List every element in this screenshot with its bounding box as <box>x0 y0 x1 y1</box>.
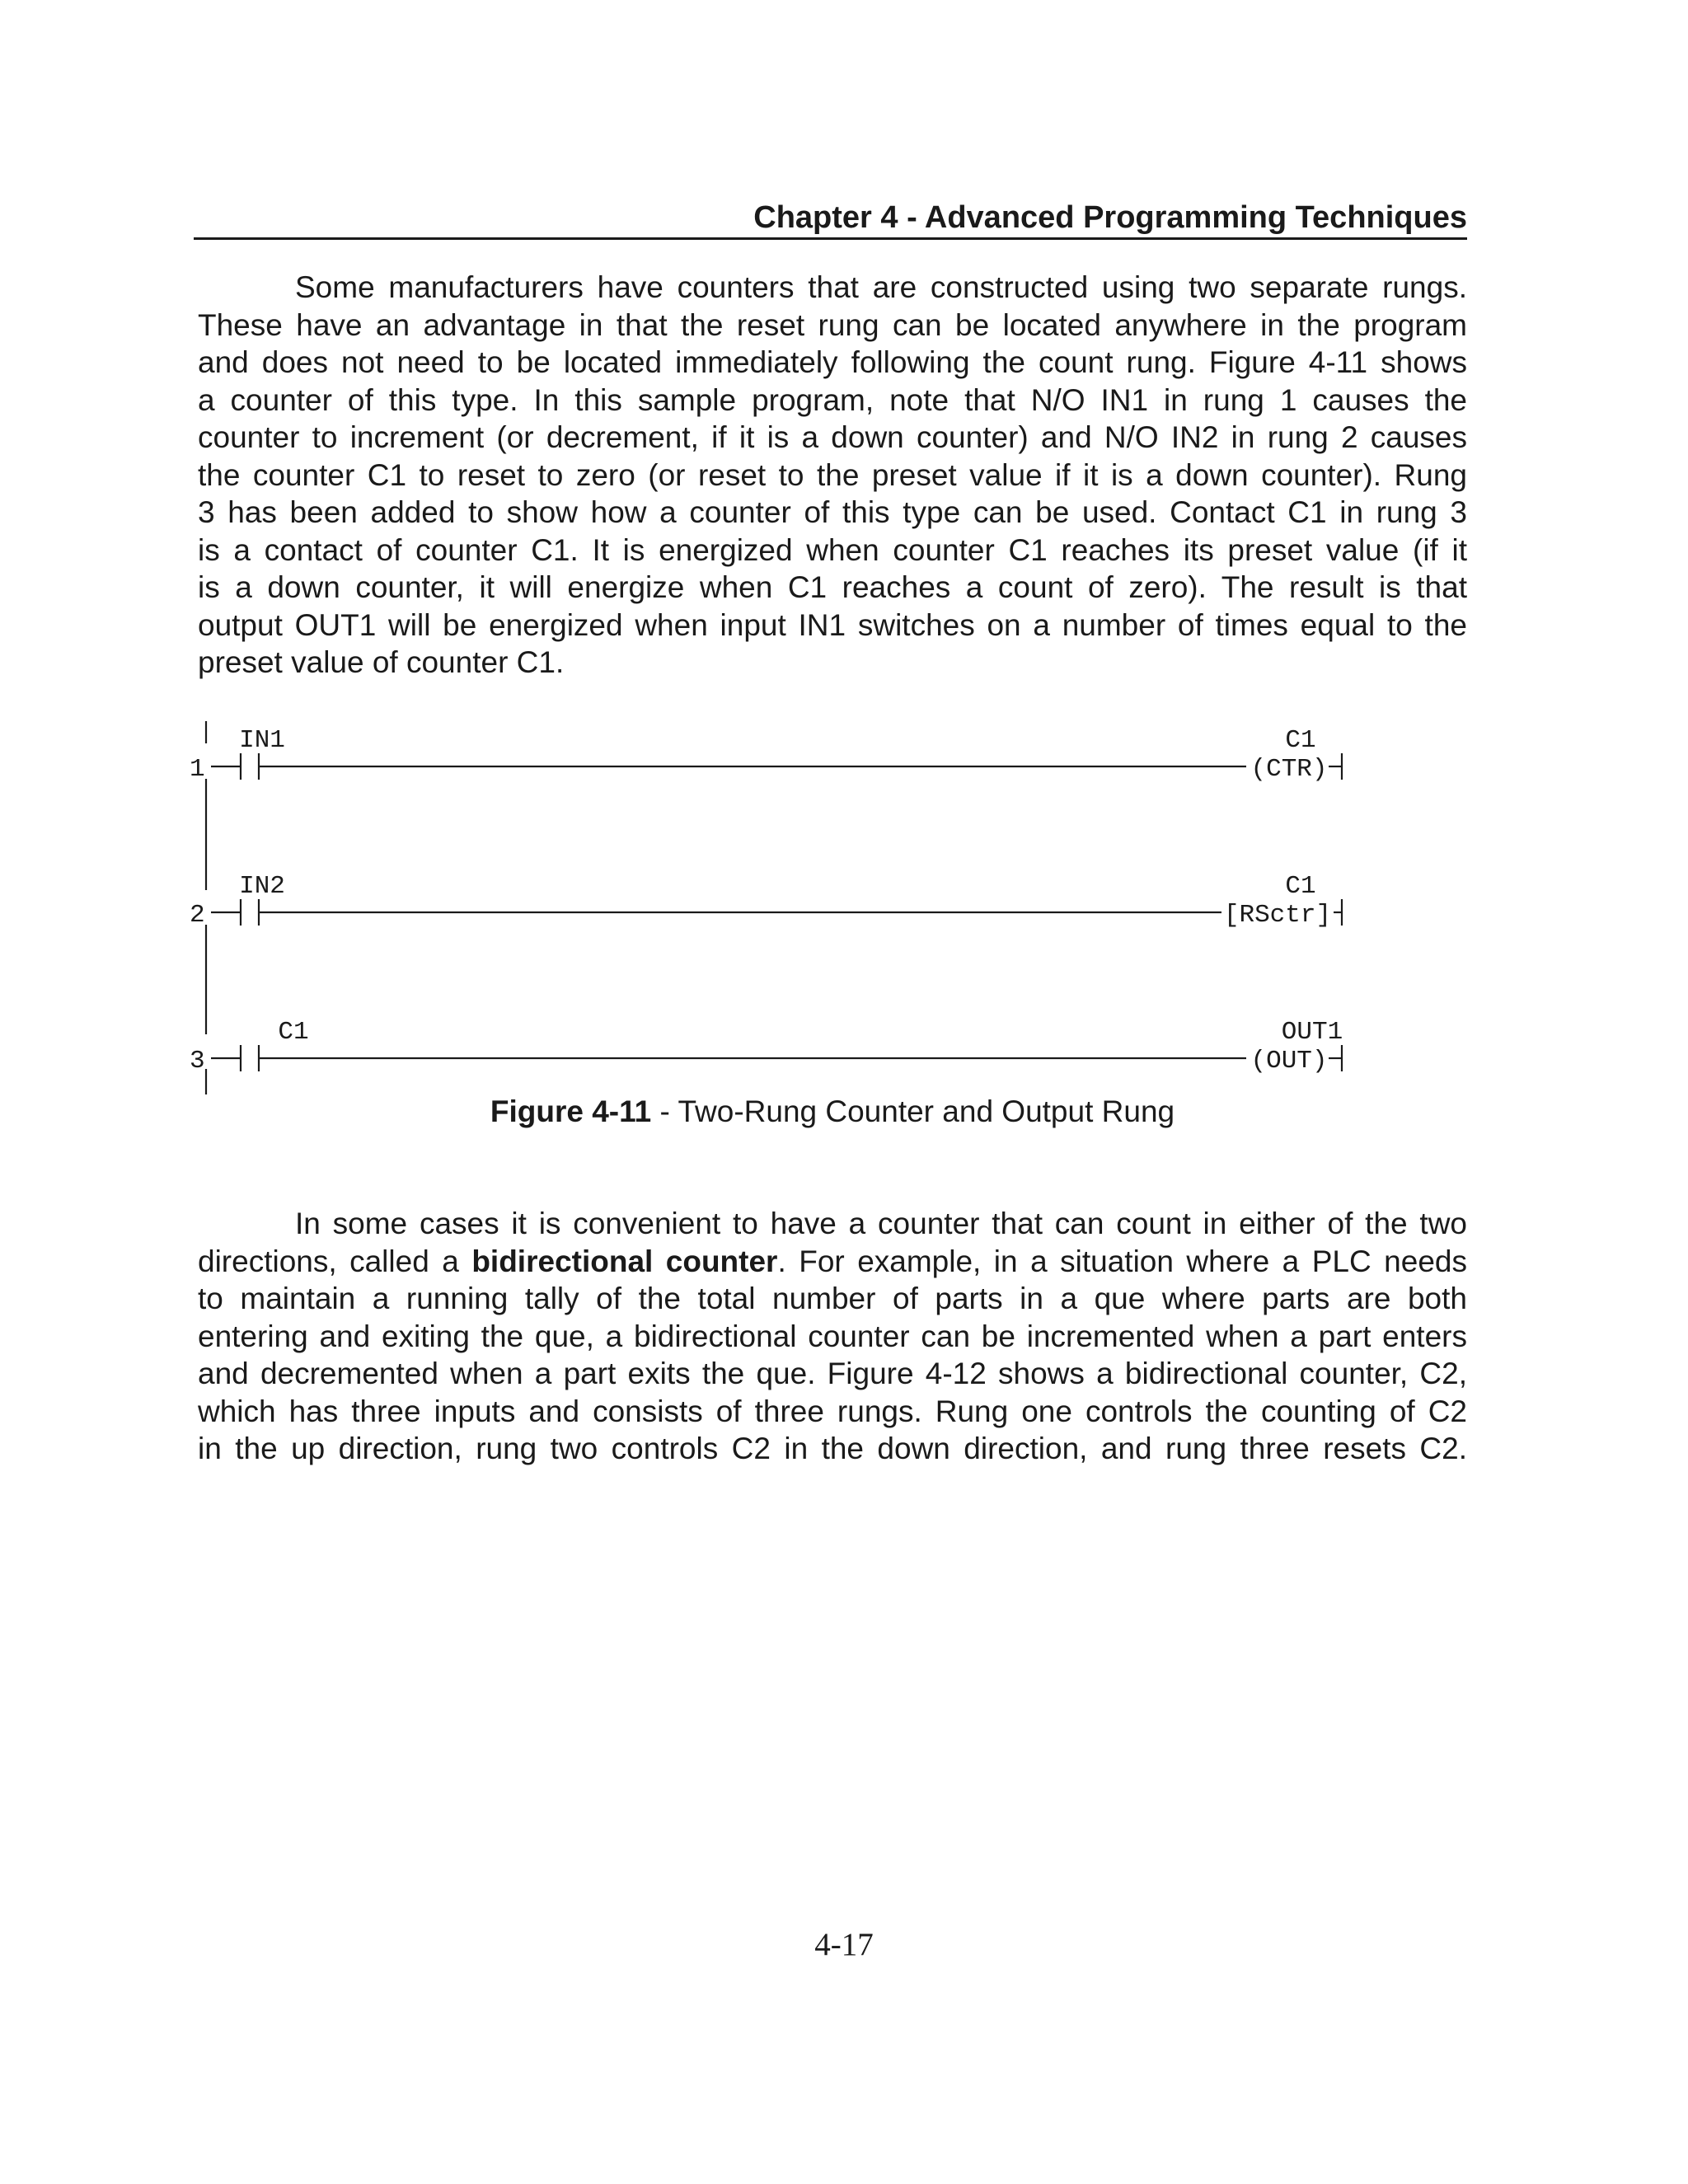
ladder-diagram-figure-4-11 <box>190 709 1360 1104</box>
header-rule <box>194 237 1467 240</box>
page-number: 4-17 <box>814 1927 874 1962</box>
chapter-header: Chapter 4 - Advanced Programming Techniques <box>753 200 1467 235</box>
text-line: and does not need to be located immediately following the count rung. Figure 4-11 shows <box>198 345 1467 379</box>
rung-number: 3 <box>190 1047 205 1076</box>
ladder-diagram-svg <box>190 709 1360 1104</box>
text-line: which has three inputs and consists of three rungs. Rung one controls the counting of C2 <box>198 1394 1467 1428</box>
text-line: a counter of this type. In this sample program, note that N/O IN1 in rung 1 causes the <box>198 382 1467 417</box>
contact-label: IN2 <box>239 872 285 901</box>
rung-number: 2 <box>190 901 205 930</box>
coil-tag-label: OUT1 <box>1281 1018 1343 1047</box>
text-line: These have an advantage in that the reset rung can be located anywhere in the program <box>198 307 1467 342</box>
figure-label: Figure 4-11 <box>490 1094 652 1128</box>
coil-tag-label: C1 <box>1285 872 1316 901</box>
ladder-lines <box>206 721 1342 1094</box>
rung-number: 1 <box>190 755 205 784</box>
text-line: in the up direction, rung two controls C2 in the down direction, and rung three resets C2. <box>198 1432 1467 1465</box>
text-line <box>198 1243 1467 1281</box>
text-line: 3 has been added to show how a counter of this type can be used. Contact C1 in rung 3 <box>198 495 1467 529</box>
text-line: the counter C1 to reset to zero (or reset to the preset value if it is a down counter). Rung <box>198 457 1467 492</box>
text-line: output OUT1 will be energized when input IN1 switches on a number of times equal to the <box>198 607 1467 642</box>
paragraph-two-rung-counters <box>198 269 1467 682</box>
text-segment: directions, called a <box>198 1244 472 1278</box>
text-line: entering and exiting the que, a bidirectional counter can be incremented when a part enters <box>198 1319 1467 1353</box>
coil-tag-label: C1 <box>1285 726 1316 755</box>
bold-term: bidirectional counter <box>471 1244 778 1278</box>
coil-instruction: (OUT) <box>1250 1047 1328 1076</box>
contact-label: C1 <box>278 1018 309 1047</box>
text-line: is a down counter, it will energize when C1 reaches a count of zero). The result is that <box>198 570 1467 604</box>
text-segment: . For example, in a situation where a PLC needs <box>777 1244 1467 1278</box>
text-line: to maintain a running tally of the total number of parts in a que where parts are both <box>198 1282 1467 1315</box>
rung-3-wiring <box>211 1045 1342 1071</box>
text-line: is a contact of counter C1. It is energized when counter C1 reaches its preset value (if it <box>198 532 1467 567</box>
contact-label: IN1 <box>239 726 285 755</box>
coil-instruction: [RSctr] <box>1223 901 1332 930</box>
figure-caption-text: - Two-Rung Counter and Output Rung <box>651 1094 1175 1128</box>
rung-1-wiring <box>211 753 1342 780</box>
rung-2-wiring <box>211 899 1342 926</box>
text-line: preset value of counter C1. <box>198 645 565 679</box>
figure-caption <box>198 1092 1467 1132</box>
text-line: counter to increment (or decrement, if it is a down counter) and N/O IN2 in rung 2 causes <box>198 420 1467 454</box>
text-line: and decremented when a part exits the que. Figure 4-12 shows a bidirectional counter, C2, <box>198 1357 1467 1390</box>
text-line: Some manufacturers have counters that are constructed using two separate rungs. <box>295 270 1467 304</box>
paragraph-bidirectional-counter <box>198 1205 1467 1468</box>
text-line: In some cases it is convenient to have a counter that can count in either of the two <box>295 1207 1467 1240</box>
coil-instruction: (CTR) <box>1250 755 1328 784</box>
